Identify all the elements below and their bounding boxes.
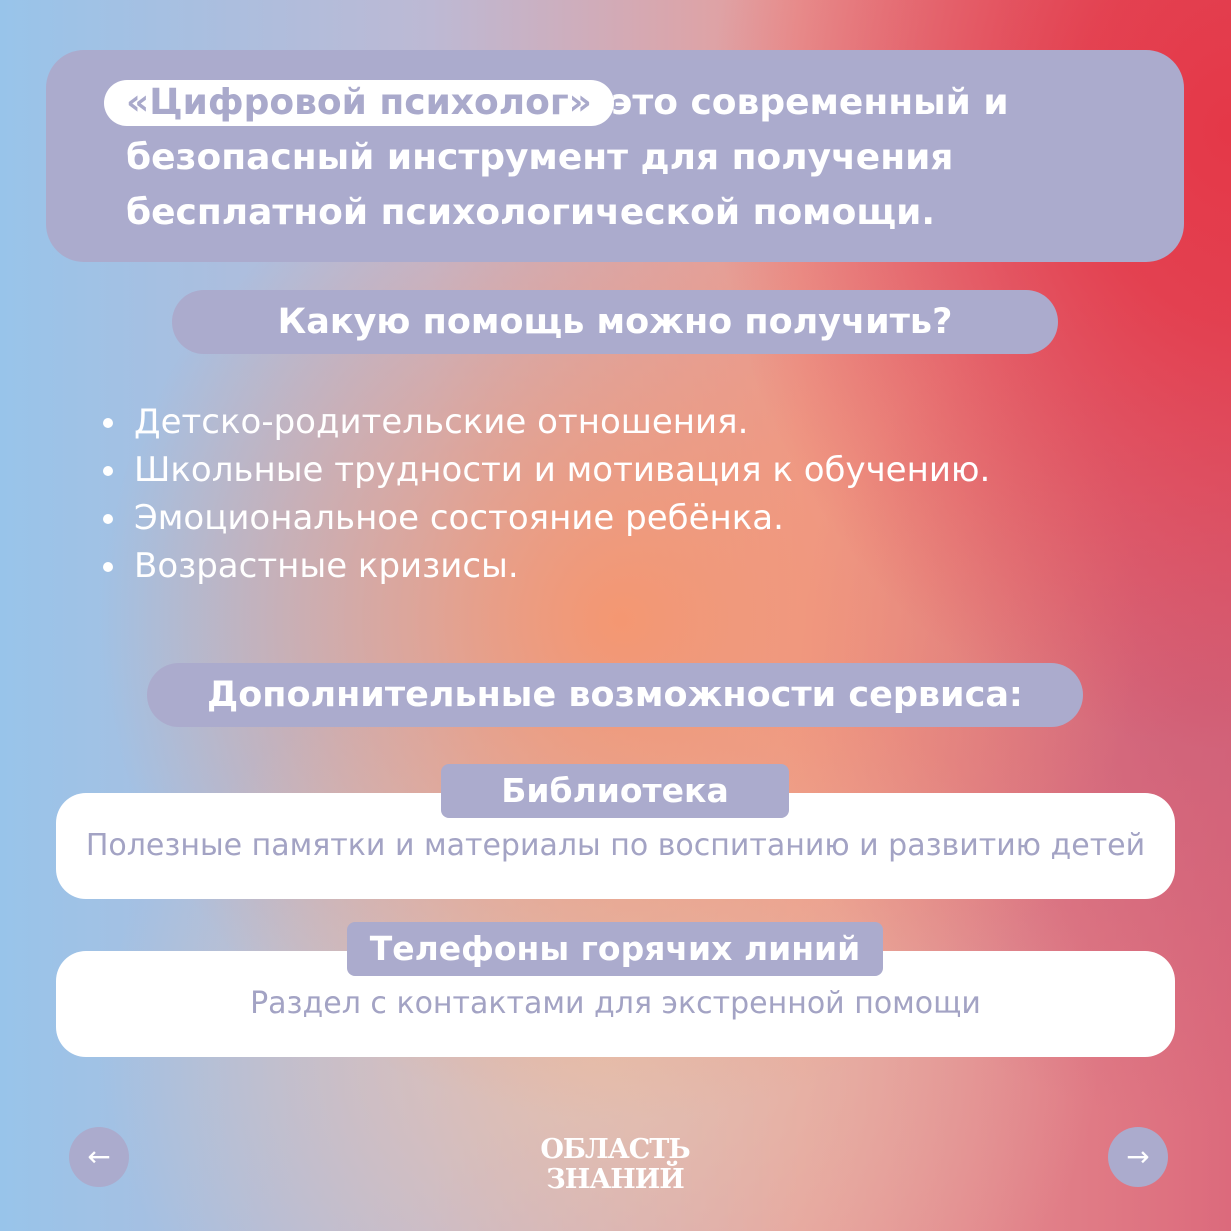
arrow-left-icon: ←: [87, 1140, 111, 1173]
intro-block: [46, 50, 1184, 262]
list-item: Эмоциональное состояние ребёнка.: [98, 494, 990, 542]
help-list: [98, 398, 990, 590]
bullet-icon: [103, 418, 113, 428]
service-name-highlight: «Цифровой психолог»: [104, 80, 614, 126]
bullet-icon: [103, 514, 113, 524]
help-heading: Какую помощь можно получить?: [172, 290, 1058, 354]
list-item: Детско-родительские отношения.: [98, 398, 990, 446]
library-card-text: Полезные памятки и материалы по воспитанию и развитию детей: [85, 828, 1146, 863]
prev-button[interactable]: [69, 1127, 129, 1187]
features-heading: Дополнительные возможности сервиса:: [147, 663, 1083, 727]
bullet-icon: [103, 466, 113, 476]
logo: ОБЛАСТЬ ЗНАНИЙ: [540, 1134, 690, 1195]
list-item: Школьные трудности и мотивация к обучению.: [98, 446, 990, 494]
intro-line-2: безопасный инструмент для получения: [126, 137, 954, 178]
next-button[interactable]: [1108, 1127, 1168, 1187]
library-tag: Библиотека: [441, 764, 789, 818]
intro-line-1: это современный и: [611, 82, 1009, 123]
hotlines-card-text: Раздел с контактами для экстренной помощи: [250, 986, 981, 1021]
intro-line-3: бесплатной психологической помощи.: [126, 192, 936, 233]
hotlines-tag: Телефоны горячих линий: [347, 922, 883, 976]
bullet-icon: [103, 562, 113, 572]
list-item: Возрастные кризисы.: [98, 542, 990, 590]
arrow-right-icon: →: [1126, 1140, 1150, 1173]
